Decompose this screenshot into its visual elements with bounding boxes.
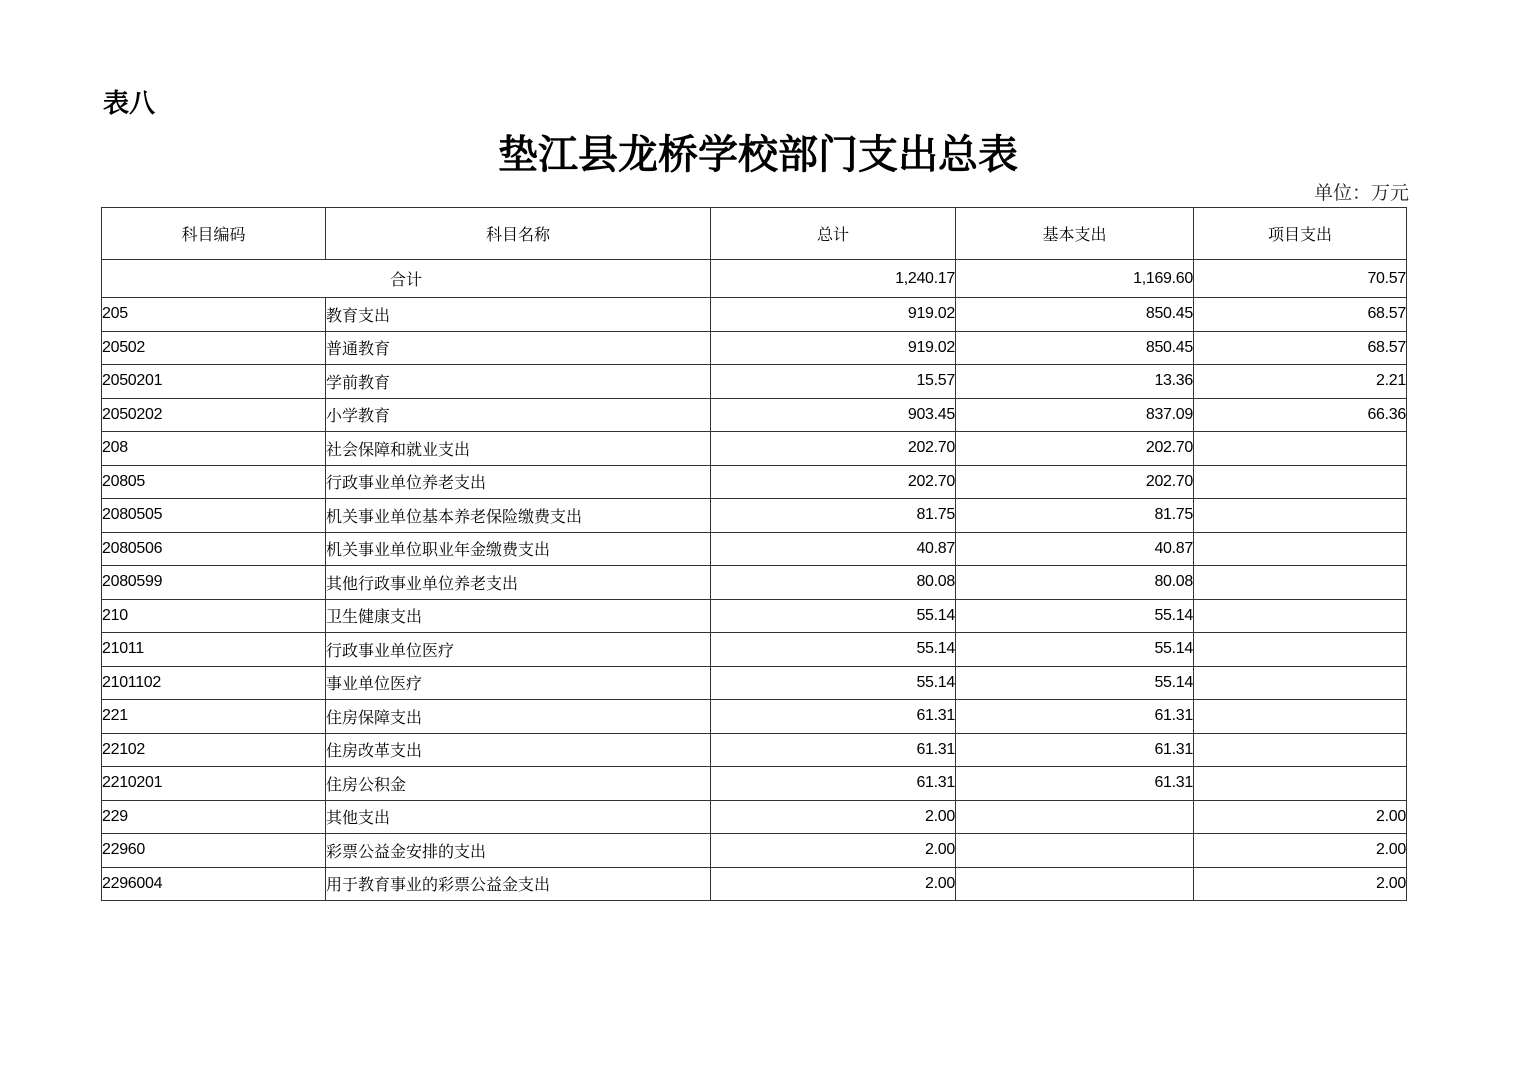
table-row (102, 700, 1407, 734)
code-cell: 22102 (102, 733, 326, 767)
table-row (102, 834, 1407, 868)
name-cell: 其他行政事业单位养老支出 (326, 566, 711, 600)
total-cell: 2.00 (711, 867, 956, 901)
code-cell: 2296004 (102, 867, 326, 901)
code-cell: 205 (102, 298, 326, 332)
name-cell: 住房保障支出 (326, 700, 711, 734)
code-cell: 2080505 (102, 499, 326, 533)
table-row (102, 432, 1407, 466)
page-title: 垫江县龙桥学校部门支出总表 (498, 131, 1018, 178)
code-cell: 20805 (102, 465, 326, 499)
header-project: 项目支出 (1194, 208, 1407, 260)
table-row (102, 298, 1407, 332)
basic-cell: 55.14 (956, 633, 1194, 667)
name-cell: 行政事业单位养老支出 (326, 465, 711, 499)
code-cell: 210 (102, 599, 326, 633)
code-cell: 208 (102, 432, 326, 466)
total-cell: 61.31 (711, 767, 956, 801)
total-cell: 202.70 (711, 465, 956, 499)
code-cell: 2080599 (102, 566, 326, 600)
table-row (102, 800, 1407, 834)
name-cell: 卫生健康支出 (326, 599, 711, 633)
total-cell: 919.02 (711, 331, 956, 365)
code-cell: 22960 (102, 834, 326, 868)
project-cell (1194, 633, 1407, 667)
table-header-row (102, 208, 1407, 260)
project-cell (1194, 733, 1407, 767)
total-cell: 61.31 (711, 733, 956, 767)
basic-cell: 81.75 (956, 499, 1194, 533)
total-cell: 80.08 (711, 566, 956, 600)
basic-cell: 850.45 (956, 298, 1194, 332)
total-label: 合计 (102, 260, 711, 298)
name-cell: 机关事业单位基本养老保险缴费支出 (326, 499, 711, 533)
project-cell (1194, 767, 1407, 801)
name-cell: 教育支出 (326, 298, 711, 332)
name-cell: 彩票公益金安排的支出 (326, 834, 711, 868)
basic-cell: 61.31 (956, 700, 1194, 734)
table-row (102, 365, 1407, 399)
name-cell: 普通教育 (326, 331, 711, 365)
total-cell: 40.87 (711, 532, 956, 566)
total-cell: 81.75 (711, 499, 956, 533)
total-cell: 903.45 (711, 398, 956, 432)
basic-cell: 202.70 (956, 432, 1194, 466)
name-cell: 其他支出 (326, 800, 711, 834)
name-cell: 住房公积金 (326, 767, 711, 801)
project-cell (1194, 700, 1407, 734)
header-code: 科目编码 (102, 208, 326, 260)
total-cell: 15.57 (711, 365, 956, 399)
basic-cell: 55.14 (956, 599, 1194, 633)
total-total-cell: 1,240.17 (711, 260, 956, 298)
total-cell: 2.00 (711, 800, 956, 834)
project-cell: 68.57 (1194, 298, 1407, 332)
basic-cell: 13.36 (956, 365, 1194, 399)
code-cell: 229 (102, 800, 326, 834)
table-row (102, 867, 1407, 901)
name-cell: 用于教育事业的彩票公益金支出 (326, 867, 711, 901)
project-cell: 66.36 (1194, 398, 1407, 432)
table-row (102, 633, 1407, 667)
table-row (102, 499, 1407, 533)
expenditure-table (101, 207, 1407, 901)
code-cell: 21011 (102, 633, 326, 667)
project-cell: 2.00 (1194, 834, 1407, 868)
project-cell: 2.00 (1194, 867, 1407, 901)
total-cell: 202.70 (711, 432, 956, 466)
code-cell: 2080506 (102, 532, 326, 566)
table-row (102, 331, 1407, 365)
project-cell (1194, 532, 1407, 566)
name-cell: 住房改革支出 (326, 733, 711, 767)
table-row (102, 666, 1407, 700)
table-row (102, 733, 1407, 767)
table-row (102, 767, 1407, 801)
name-cell: 行政事业单位医疗 (326, 633, 711, 667)
table-row (102, 465, 1407, 499)
table-row (102, 599, 1407, 633)
code-cell: 2050202 (102, 398, 326, 432)
code-cell: 2050201 (102, 365, 326, 399)
unit-label: 单位：万元 (1313, 182, 1409, 204)
total-cell: 61.31 (711, 700, 956, 734)
code-cell: 2210201 (102, 767, 326, 801)
total-basic-cell: 1,169.60 (956, 260, 1194, 298)
table-row (102, 566, 1407, 600)
total-project-cell: 70.57 (1194, 260, 1407, 298)
basic-cell (956, 800, 1194, 834)
project-cell (1194, 465, 1407, 499)
total-cell: 919.02 (711, 298, 956, 332)
project-cell: 2.21 (1194, 365, 1407, 399)
total-cell: 55.14 (711, 666, 956, 700)
basic-cell (956, 867, 1194, 901)
document-label: 表八 (103, 89, 156, 119)
code-cell: 2101102 (102, 666, 326, 700)
project-cell: 2.00 (1194, 800, 1407, 834)
total-cell: 2.00 (711, 834, 956, 868)
basic-cell: 61.31 (956, 733, 1194, 767)
header-total: 总计 (711, 208, 956, 260)
basic-cell: 850.45 (956, 331, 1194, 365)
header-basic: 基本支出 (956, 208, 1194, 260)
project-cell: 68.57 (1194, 331, 1407, 365)
basic-cell: 61.31 (956, 767, 1194, 801)
basic-cell: 837.09 (956, 398, 1194, 432)
basic-cell: 80.08 (956, 566, 1194, 600)
basic-cell: 40.87 (956, 532, 1194, 566)
project-cell (1194, 566, 1407, 600)
total-cell: 55.14 (711, 633, 956, 667)
project-cell (1194, 666, 1407, 700)
basic-cell (956, 834, 1194, 868)
header-name: 科目名称 (326, 208, 711, 260)
project-cell (1194, 432, 1407, 466)
total-row (102, 260, 1407, 298)
basic-cell: 202.70 (956, 465, 1194, 499)
basic-cell: 55.14 (956, 666, 1194, 700)
name-cell: 机关事业单位职业年金缴费支出 (326, 532, 711, 566)
name-cell: 小学教育 (326, 398, 711, 432)
project-cell (1194, 599, 1407, 633)
name-cell: 学前教育 (326, 365, 711, 399)
table-row (102, 398, 1407, 432)
total-cell: 55.14 (711, 599, 956, 633)
table-row (102, 532, 1407, 566)
code-cell: 221 (102, 700, 326, 734)
project-cell (1194, 499, 1407, 533)
name-cell: 社会保障和就业支出 (326, 432, 711, 466)
name-cell: 事业单位医疗 (326, 666, 711, 700)
code-cell: 20502 (102, 331, 326, 365)
